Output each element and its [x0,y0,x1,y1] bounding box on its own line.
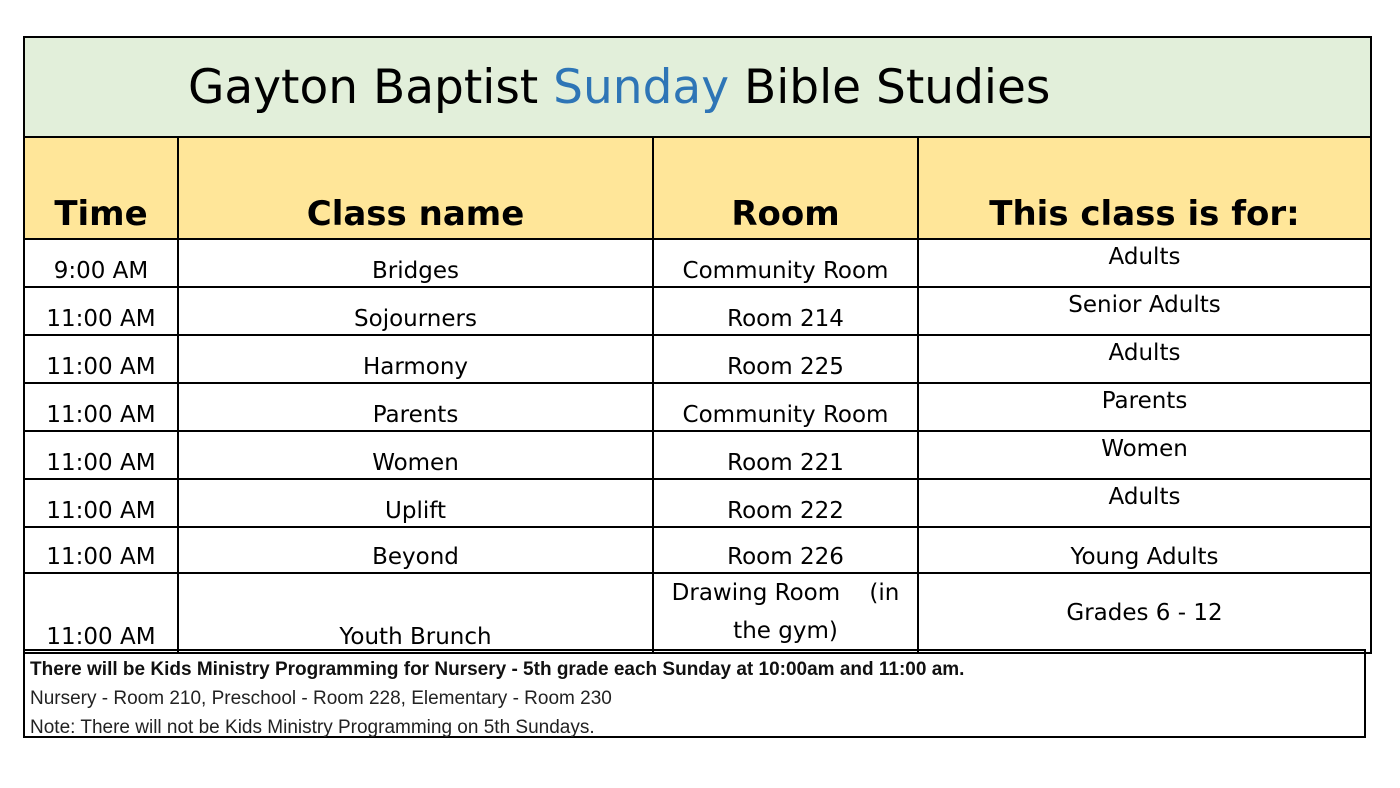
column-header-class-name: Class name [178,137,653,239]
time-cell: 11:00 AM [24,479,178,527]
audience-cell: Young Adults [918,527,1371,573]
audience-cell: Adults [918,479,1371,527]
note-line-rooms: Nursery - Room 210, Preschool - Room 228, Elementary - Room 230 [30,688,612,709]
class-name-cell: Women [178,431,653,479]
class-name-cell: Youth Brunch [178,573,653,653]
column-header-room: Room [653,137,918,239]
table-row [24,479,1371,527]
table-row [24,239,1371,287]
schedule-table [23,36,1372,654]
audience-cell: Senior Adults [918,287,1371,335]
time-cell: 11:00 AM [24,287,178,335]
audience-cell: Women [918,431,1371,479]
time-cell: 11:00 AM [24,431,178,479]
audience-cell: Grades 6 - 12 [918,573,1371,653]
audience-cell: Parents [918,383,1371,431]
table-row [24,431,1371,479]
page-title [24,37,1371,137]
title-row [24,37,1371,137]
kids-ministry-note [23,649,1366,738]
room-cell: Room 214 [653,287,918,335]
class-name-cell: Harmony [178,335,653,383]
room-cell: Room 221 [653,431,918,479]
title-suffix: Bible Studies [729,59,1051,115]
audience-cell: Adults [918,335,1371,383]
audience-cell: Adults [918,239,1371,287]
class-name-cell: Sojourners [178,287,653,335]
room-cell: Room 226 [653,527,918,573]
column-header-audience: This class is for: [918,137,1371,239]
time-cell: 11:00 AM [24,527,178,573]
class-name-cell: Uplift [178,479,653,527]
note-line-programming: There will be Kids Ministry Programming for Nursery - 5th grade each Sunday at 10:00am and 11:00 am. [30,659,965,680]
table-row [24,573,1371,653]
room-cell: Community Room [653,383,918,431]
table-row [24,527,1371,573]
title-accent: Sunday [553,59,730,115]
table-row [24,335,1371,383]
column-header-time: Time [24,137,178,239]
room-cell [653,573,918,653]
time-cell: 11:00 AM [24,383,178,431]
room-cell: Room 222 [653,479,918,527]
class-name-cell: Beyond [178,527,653,573]
time-cell: 11:00 AM [24,573,178,653]
header-row [24,137,1371,239]
room-cell: Room 225 [653,335,918,383]
title-prefix: Gayton Baptist [188,59,554,115]
room-cell: Community Room [653,239,918,287]
table-row [24,383,1371,431]
table-row [24,287,1371,335]
note-line-fifth-sundays: Note: There will not be Kids Ministry Programming on 5th Sundays. [30,717,595,738]
time-cell: 11:00 AM [24,335,178,383]
time-cell: 9:00 AM [24,239,178,287]
class-name-cell: Parents [178,383,653,431]
class-name-cell: Bridges [178,239,653,287]
room-cell-text: Drawing Room (in the gym) [671,580,907,644]
